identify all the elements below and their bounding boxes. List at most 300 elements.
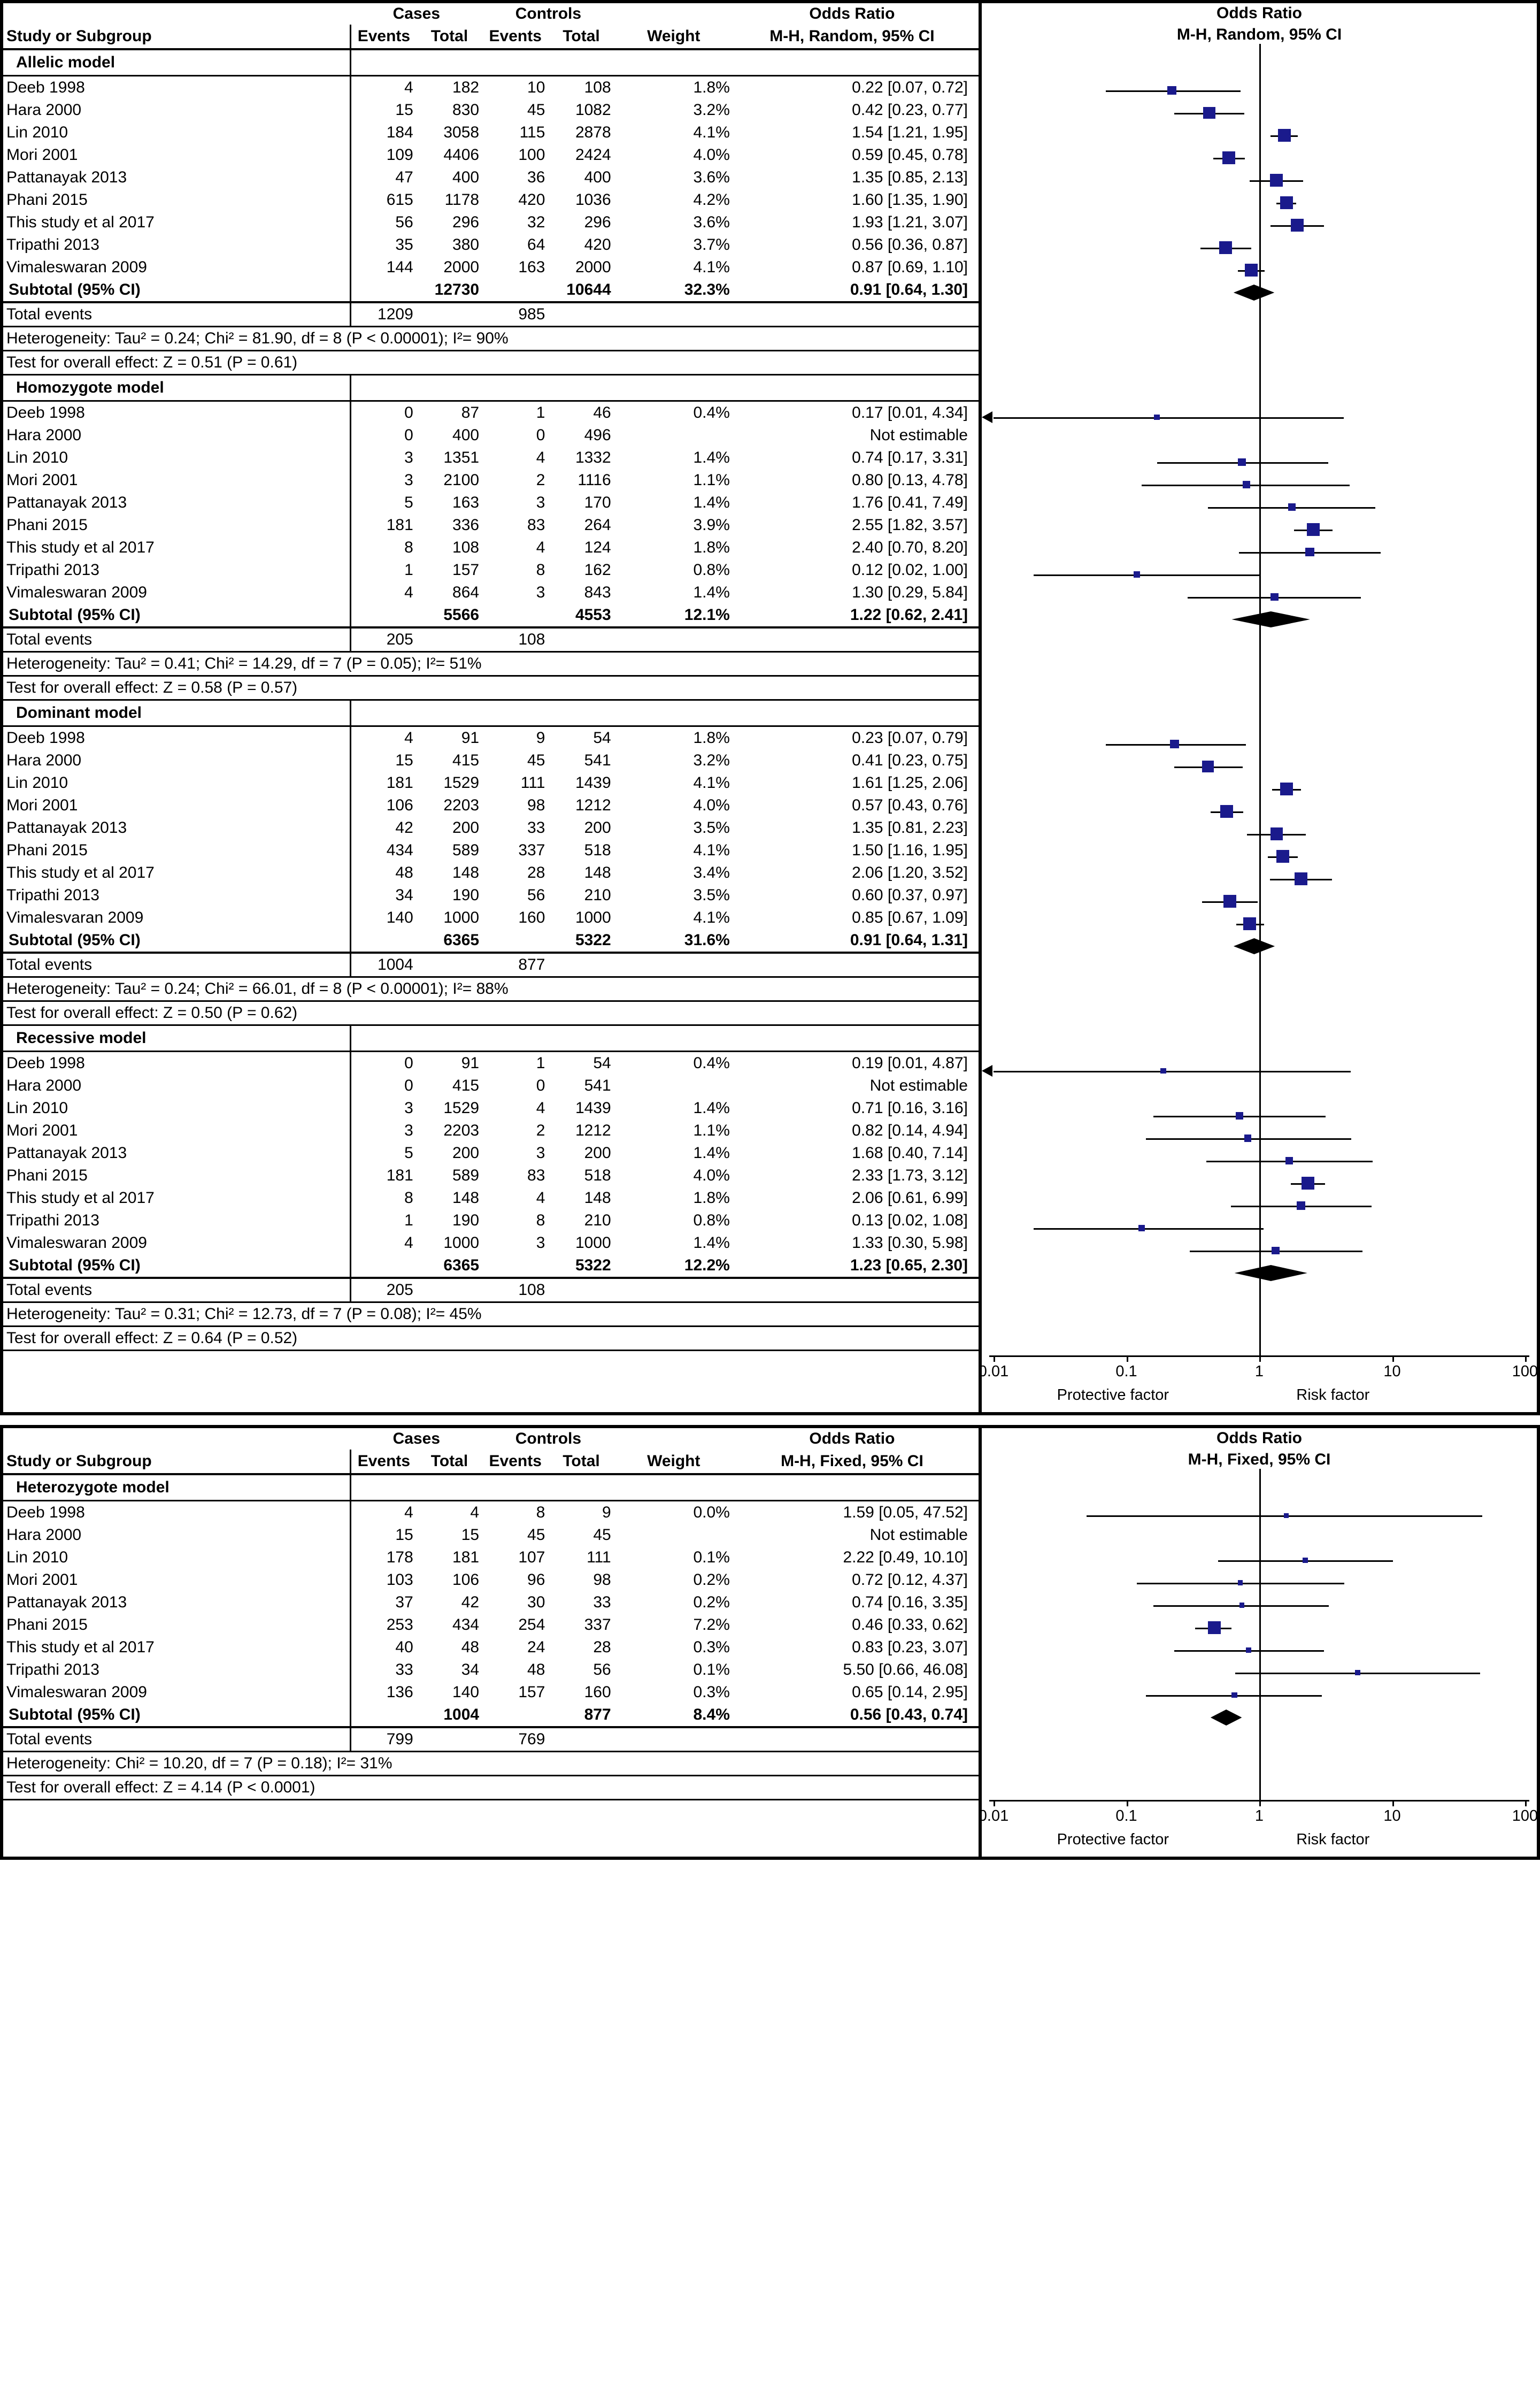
effect-size-marker — [1297, 1201, 1306, 1210]
subtotal-diamond — [1231, 611, 1310, 627]
row-controls-events: 337 — [518, 841, 545, 859]
data-table — [3, 3, 982, 1412]
axis-tick — [994, 1800, 995, 1806]
heterogeneity-text: Heterogeneity: Tau² = 0.41; Chi² = 14.29, df = 7 (P = 0.05); I²= 51% — [3, 652, 979, 676]
row-cases-events: 1 — [404, 1212, 413, 1229]
axis-tick-label: 0.1 — [1115, 1807, 1137, 1825]
row-controls-total: 337 — [584, 1616, 611, 1634]
row-weight: 1.4% — [693, 1234, 730, 1252]
row-controls-events: 83 — [527, 516, 545, 534]
row-weight: 0.4% — [693, 1054, 730, 1072]
axis-tick-label: 0.1 — [1115, 1363, 1137, 1380]
row-cases-total: 87 — [461, 404, 480, 421]
row-study: Lin 2010 — [3, 1546, 351, 1569]
row-study: Mori 2001 — [3, 469, 351, 492]
row-controls-events: 3 — [536, 494, 545, 511]
effect-size-marker — [1305, 548, 1314, 557]
row-cases-events: 615 — [386, 191, 413, 209]
row-controls-events: 45 — [527, 101, 545, 119]
effect-size-marker — [1284, 1513, 1289, 1518]
row-controls-events: 8 — [536, 1504, 545, 1521]
row-study: Vimaleswaran 2009 — [3, 256, 351, 279]
row-study: Vimaleswaran 2009 — [3, 581, 351, 604]
table-row — [3, 907, 979, 929]
effect-size-marker — [1244, 1134, 1252, 1142]
row-cases-events: 181 — [386, 774, 413, 792]
effect-size-marker — [1285, 1157, 1293, 1165]
row-odds-ratio: 1.33 [0.30, 5.98] — [852, 1234, 968, 1252]
group-title: Dominant model — [3, 700, 351, 726]
row-study: Deeb 1998 — [3, 401, 351, 425]
axis-tick — [994, 1355, 995, 1362]
effect-size-marker — [1245, 264, 1258, 277]
row-cases-total: 296 — [452, 213, 480, 231]
table-row — [3, 559, 979, 581]
row-study: Hara 2000 — [3, 749, 351, 772]
row-odds-ratio: 2.06 [1.20, 3.52] — [852, 864, 968, 881]
effect-size-marker — [1270, 827, 1283, 840]
row-controls-total: 400 — [584, 168, 611, 186]
heterogeneity-row — [3, 1302, 979, 1327]
row-cases-events: 106 — [386, 796, 413, 814]
total-events-row — [3, 1727, 979, 1752]
axis-tick-label: 1 — [1254, 1807, 1264, 1825]
row-odds-ratio: 0.82 [0.14, 4.94] — [852, 1122, 968, 1139]
row-cases-total: 336 — [452, 516, 480, 534]
subtotal-cases-total: 12730 — [417, 279, 482, 302]
row-controls-events: 4 — [536, 449, 545, 466]
row-weight: 0.4% — [693, 404, 730, 421]
header-study: Study or Subgroup — [3, 1450, 351, 1474]
row-controls-total: 496 — [584, 426, 611, 444]
row-weight: 4.1% — [693, 774, 730, 792]
row-cases-events: 3 — [404, 1122, 413, 1139]
header-controls-total: Total — [548, 1450, 614, 1474]
effect-size-marker — [1270, 593, 1279, 601]
total-events-cases: 1004 — [351, 953, 417, 977]
table-row — [3, 76, 979, 99]
row-weight: 4.1% — [693, 841, 730, 859]
row-controls-total: 2000 — [575, 258, 611, 276]
row-controls-events: 8 — [536, 561, 545, 579]
effect-size-marker — [1208, 1621, 1221, 1634]
subtotal-row — [3, 1254, 979, 1278]
row-controls-events: 33 — [527, 819, 545, 837]
table-row — [3, 99, 979, 121]
header-cases-total: Total — [417, 25, 482, 49]
table-row — [3, 1209, 979, 1232]
row-weight: 0.0% — [693, 1504, 730, 1521]
table-row — [3, 256, 979, 279]
row-controls-total: 33 — [593, 1593, 611, 1611]
row-cases-total: 589 — [452, 841, 480, 859]
table-row — [3, 1681, 979, 1704]
row-odds-ratio: 2.33 [1.73, 3.12] — [852, 1167, 968, 1184]
row-controls-total: 46 — [593, 404, 611, 421]
overall-effect-row — [3, 676, 979, 700]
row-weight: 0.1% — [693, 1549, 730, 1566]
subtotal-cases-total: 6365 — [417, 929, 482, 953]
row-controls-events: 96 — [527, 1571, 545, 1589]
row-controls-total: 1439 — [575, 774, 611, 792]
table-row — [3, 234, 979, 256]
row-controls-total: 160 — [584, 1683, 611, 1701]
row-odds-ratio: 1.61 [1.25, 2.06] — [852, 774, 968, 792]
subtotal-controls-total: 877 — [548, 1704, 614, 1727]
effect-size-marker — [1302, 1177, 1314, 1190]
axis-label-risk: Risk factor — [1296, 1831, 1370, 1848]
row-weight: 0.3% — [693, 1683, 730, 1701]
table-row — [3, 401, 979, 425]
effect-size-marker — [1134, 571, 1140, 578]
table-row — [3, 1501, 979, 1524]
axis-tick — [1127, 1355, 1128, 1362]
row-odds-ratio: 1.35 [0.81, 2.23] — [852, 819, 968, 837]
row-study: Pattanayak 2013 — [3, 1142, 351, 1164]
effect-size-marker — [1280, 196, 1293, 209]
row-controls-events: 8 — [536, 1212, 545, 1229]
row-odds-ratio: 2.40 [0.70, 8.20] — [852, 539, 968, 556]
axis-tick-label: 1 — [1254, 1363, 1264, 1380]
header-cases: Cases — [392, 5, 440, 22]
effect-size-marker — [1272, 1247, 1280, 1255]
row-odds-ratio: 0.13 [0.02, 1.08] — [852, 1212, 968, 1229]
row-odds-ratio: 0.74 [0.17, 3.31] — [852, 449, 968, 466]
row-study: Pattanayak 2013 — [3, 492, 351, 514]
ci-left-arrow-icon — [982, 411, 992, 423]
row-weight: 1.4% — [693, 449, 730, 466]
row-study: Vimaleswaran 2009 — [3, 1232, 351, 1254]
row-controls-events: 100 — [518, 146, 545, 164]
row-controls-events: 45 — [527, 752, 545, 769]
total-events-cases: 799 — [351, 1727, 417, 1752]
table-header-bottom — [3, 1450, 979, 1474]
effect-size-marker — [1303, 1558, 1307, 1562]
row-cases-total: 400 — [452, 426, 480, 444]
row-study: Deeb 1998 — [3, 726, 351, 750]
row-cases-total: 1529 — [443, 774, 480, 792]
total-events-controls: 985 — [482, 302, 548, 327]
row-weight: 3.9% — [693, 516, 730, 534]
total-events-row — [3, 627, 979, 652]
axis-label-protective: Protective factor — [1057, 1386, 1169, 1404]
table-row — [3, 1120, 979, 1142]
row-weight: 3.2% — [693, 752, 730, 769]
effect-size-marker — [1291, 219, 1304, 232]
data-table — [3, 1428, 982, 1857]
row-controls-total: 210 — [584, 1212, 611, 1229]
row-cases-total: 48 — [461, 1638, 480, 1656]
header-cases: Cases — [392, 1430, 440, 1447]
row-controls-total: 541 — [584, 1077, 611, 1094]
row-study: Deeb 1998 — [3, 76, 351, 99]
row-cases-events: 181 — [386, 516, 413, 534]
effect-size-marker — [1220, 805, 1233, 818]
overall-effect-text: Test for overall effect: Z = 0.58 (P = 0.57) — [3, 676, 979, 700]
plot-title: Odds Ratio — [1216, 1429, 1302, 1447]
row-weight: 3.6% — [693, 213, 730, 231]
subtotal-odds-ratio: 1.23 [0.65, 2.30] — [733, 1254, 979, 1278]
row-study: Mori 2001 — [3, 1569, 351, 1591]
effect-size-marker — [1295, 872, 1307, 885]
subtotal-diamond — [1234, 285, 1274, 301]
header-weight: Weight — [614, 1450, 733, 1474]
table-row — [3, 1097, 979, 1120]
subtotal-controls-total: 4553 — [548, 604, 614, 627]
row-cases-total: 2203 — [443, 1122, 480, 1139]
row-weight: 0.8% — [693, 1212, 730, 1229]
header-odds-ratio: Odds Ratio — [809, 5, 895, 22]
table-row — [3, 749, 979, 772]
row-controls-total: 541 — [584, 752, 611, 769]
row-study: Vimaleswaran 2009 — [3, 1681, 351, 1704]
overall-effect-text: Test for overall effect: Z = 0.64 (P = 0.52) — [3, 1327, 979, 1351]
effect-size-marker — [1278, 129, 1291, 142]
row-controls-total: 45 — [593, 1526, 611, 1544]
row-study: This study et al 2017 — [3, 211, 351, 234]
row-controls-total: 9 — [602, 1504, 611, 1521]
row-cases-total: 434 — [452, 1616, 480, 1634]
row-study: Pattanayak 2013 — [3, 166, 351, 189]
effect-size-marker — [1276, 850, 1289, 863]
subtotal-weight: 32.3% — [614, 279, 733, 302]
header-controls-total: Total — [548, 25, 614, 49]
row-cases-events: 103 — [386, 1571, 413, 1589]
table-row — [3, 1591, 979, 1614]
row-controls-total: 264 — [584, 516, 611, 534]
plot-title: Odds Ratio — [1216, 4, 1302, 22]
row-weight: 4.2% — [693, 191, 730, 209]
row-controls-total: 843 — [584, 584, 611, 601]
row-cases-total: 163 — [452, 494, 480, 511]
row-weight: 1.4% — [693, 1099, 730, 1117]
row-controls-events: 160 — [518, 909, 545, 926]
row-controls-total: 2424 — [575, 146, 611, 164]
row-study: Hara 2000 — [3, 1075, 351, 1097]
row-controls-events: 36 — [527, 168, 545, 186]
row-controls-total: 162 — [584, 561, 611, 579]
axis-tick — [1259, 1355, 1261, 1362]
row-weight: 0.8% — [693, 561, 730, 579]
table-row — [3, 424, 979, 447]
row-cases-events: 15 — [395, 101, 413, 119]
row-controls-events: 9 — [536, 729, 545, 747]
overall-effect-row — [3, 1001, 979, 1025]
axis-tick-label: 10 — [1383, 1363, 1401, 1380]
table-row — [3, 1052, 979, 1075]
effect-size-marker — [1280, 783, 1293, 795]
row-odds-ratio: 0.74 [0.16, 3.35] — [852, 1593, 968, 1611]
overall-effect-row — [3, 1327, 979, 1351]
row-cases-events: 140 — [386, 909, 413, 926]
subtotal-weight: 12.2% — [614, 1254, 733, 1278]
subtotal-label: Subtotal (95% CI) — [3, 929, 351, 953]
subtotal-odds-ratio: 1.22 [0.62, 2.41] — [733, 604, 979, 627]
row-cases-events: 4 — [404, 584, 413, 601]
forest-panel — [0, 1425, 1540, 1860]
row-controls-events: 1 — [536, 404, 545, 421]
effect-size-marker — [1160, 1068, 1166, 1074]
row-cases-events: 47 — [395, 168, 413, 186]
row-controls-total: 54 — [593, 1054, 611, 1072]
group-title: Recessive model — [3, 1025, 351, 1052]
row-weight: 4.1% — [693, 124, 730, 141]
overall-effect-row — [3, 351, 979, 375]
total-events-row — [3, 1278, 979, 1302]
table-row — [3, 581, 979, 604]
header-controls-events: Events — [482, 1450, 548, 1474]
row-cases-total: 830 — [452, 101, 480, 119]
subtotal-cases-total: 5566 — [417, 604, 482, 627]
table-row — [3, 1164, 979, 1187]
row-controls-total: 1332 — [575, 449, 611, 466]
row-cases-events: 35 — [395, 236, 413, 254]
confidence-interval-line — [994, 1071, 1351, 1072]
effect-size-marker — [1243, 917, 1256, 930]
row-controls-events: 115 — [519, 124, 545, 141]
table-row — [3, 492, 979, 514]
row-study: Pattanayak 2013 — [3, 817, 351, 839]
row-cases-events: 15 — [395, 1526, 413, 1544]
row-cases-total: 1000 — [443, 1234, 480, 1252]
row-odds-ratio: 0.22 [0.07, 0.72] — [852, 79, 968, 96]
axis-tick-label: 0.01 — [978, 1807, 1009, 1825]
table-row — [3, 1232, 979, 1254]
row-study: Phani 2015 — [3, 189, 351, 211]
table-row — [3, 862, 979, 884]
group-title-row — [3, 49, 979, 76]
row-cases-total: 4 — [470, 1504, 480, 1521]
row-odds-ratio: 0.71 [0.16, 3.16] — [852, 1099, 968, 1117]
row-odds-ratio: 0.60 [0.37, 0.97] — [852, 886, 968, 904]
header-or-ci: M-H, Random, 95% CI — [733, 25, 979, 49]
row-cases-total: 91 — [461, 1054, 480, 1072]
row-weight: 1.1% — [693, 1122, 730, 1139]
plot-subtitle: M-H, Random, 95% CI — [1176, 26, 1342, 43]
header-cases-total: Total — [417, 1450, 482, 1474]
subtotal-label: Subtotal (95% CI) — [3, 1254, 351, 1278]
header-study: Study or Subgroup — [3, 25, 351, 49]
row-cases-events: 56 — [395, 213, 413, 231]
row-controls-total: 1212 — [575, 1122, 611, 1139]
header-cases-events: Events — [351, 25, 417, 49]
row-cases-events: 136 — [386, 1683, 413, 1701]
confidence-interval-line — [994, 417, 1344, 419]
forest-plot-area — [978, 1428, 1538, 1857]
axis-tick-label: 100 — [1512, 1363, 1538, 1380]
effect-size-marker — [1154, 415, 1160, 420]
row-odds-ratio: 0.57 [0.43, 0.76] — [852, 796, 968, 814]
row-controls-total: 148 — [584, 864, 611, 881]
row-weight: 1.8% — [693, 729, 730, 747]
row-cases-total: 106 — [452, 1571, 480, 1589]
row-controls-total: 28 — [593, 1638, 611, 1656]
axis-tick — [1127, 1800, 1128, 1806]
axis-tick-label: 0.01 — [978, 1363, 1009, 1380]
row-odds-ratio: 0.72 [0.12, 4.37] — [852, 1571, 968, 1589]
row-weight: 4.0% — [693, 146, 730, 164]
row-odds-ratio: 0.23 [0.07, 0.79] — [852, 729, 968, 747]
subtotal-weight: 12.1% — [614, 604, 733, 627]
row-cases-total: 140 — [452, 1683, 480, 1701]
heterogeneity-text: Heterogeneity: Tau² = 0.24; Chi² = 66.01, df = 8 (P < 0.00001); I²= 88% — [3, 977, 979, 1001]
group-title: Heterozygote model — [3, 1474, 351, 1501]
axis-tick-label: 10 — [1383, 1807, 1401, 1825]
row-odds-ratio: 0.65 [0.14, 2.95] — [852, 1683, 968, 1701]
subtotal-odds-ratio: 0.91 [0.64, 1.31] — [733, 929, 979, 953]
row-controls-events: 98 — [527, 796, 545, 814]
axis-tick — [1392, 1355, 1394, 1362]
row-cases-events: 0 — [404, 426, 413, 444]
meta-analysis-table — [3, 1428, 979, 1800]
row-cases-total: 415 — [452, 752, 480, 769]
row-controls-total: 1036 — [575, 191, 611, 209]
row-controls-events: 0 — [536, 426, 545, 444]
row-cases-total: 1351 — [443, 449, 480, 466]
overall-effect-text: Test for overall effect: Z = 0.50 (P = 0.62) — [3, 1001, 979, 1025]
row-controls-events: 2 — [536, 471, 545, 489]
row-cases-total: 91 — [461, 729, 480, 747]
row-controls-events: 4 — [536, 539, 545, 556]
row-weight: 4.1% — [693, 909, 730, 926]
row-study: Lin 2010 — [3, 772, 351, 794]
row-odds-ratio: 0.42 [0.23, 0.77] — [852, 101, 968, 119]
row-controls-events: 56 — [527, 886, 545, 904]
row-controls-events: 107 — [518, 1549, 545, 1566]
row-controls-events: 64 — [527, 236, 545, 254]
row-weight: 3.2% — [693, 101, 730, 119]
row-cases-total: 1000 — [443, 909, 480, 926]
row-cases-total: 1529 — [443, 1099, 480, 1117]
row-study: Hara 2000 — [3, 1524, 351, 1546]
row-study: Lin 2010 — [3, 1097, 351, 1120]
row-cases-total: 4406 — [443, 146, 480, 164]
effect-size-marker — [1202, 761, 1214, 772]
row-cases-total: 148 — [452, 1189, 480, 1207]
row-cases-total: 2203 — [443, 796, 480, 814]
row-cases-events: 42 — [395, 819, 413, 837]
row-controls-events: 32 — [527, 213, 545, 231]
row-controls-total: 296 — [584, 213, 611, 231]
row-controls-total: 2878 — [575, 124, 611, 141]
header-controls-events: Events — [482, 25, 548, 49]
row-odds-ratio: 0.87 [0.69, 1.10] — [852, 258, 968, 276]
row-study: This study et al 2017 — [3, 536, 351, 559]
row-controls-total: 98 — [593, 1571, 611, 1589]
row-cases-events: 109 — [386, 146, 413, 164]
row-cases-events: 33 — [395, 1661, 413, 1678]
group-title-row — [3, 700, 979, 726]
row-study: Vimalesvaran 2009 — [3, 907, 351, 929]
axis-tick — [1259, 1800, 1261, 1806]
row-weight: 0.2% — [693, 1593, 730, 1611]
table-header-top — [3, 1428, 979, 1450]
table-row — [3, 817, 979, 839]
row-study: Phani 2015 — [3, 1614, 351, 1636]
axis-label-risk: Risk factor — [1296, 1386, 1370, 1404]
table-row — [3, 1075, 979, 1097]
row-study: Tripathi 2013 — [3, 884, 351, 907]
row-cases-events: 4 — [404, 729, 413, 747]
row-cases-total: 2000 — [443, 258, 480, 276]
row-cases-total: 34 — [461, 1661, 480, 1678]
row-controls-total: 1000 — [575, 909, 611, 926]
ci-left-arrow-icon — [982, 1065, 992, 1077]
row-study: Mori 2001 — [3, 1120, 351, 1142]
row-odds-ratio: 2.22 [0.49, 10.10] — [843, 1549, 968, 1566]
total-events-controls: 769 — [482, 1727, 548, 1752]
row-cases-events: 3 — [404, 449, 413, 466]
